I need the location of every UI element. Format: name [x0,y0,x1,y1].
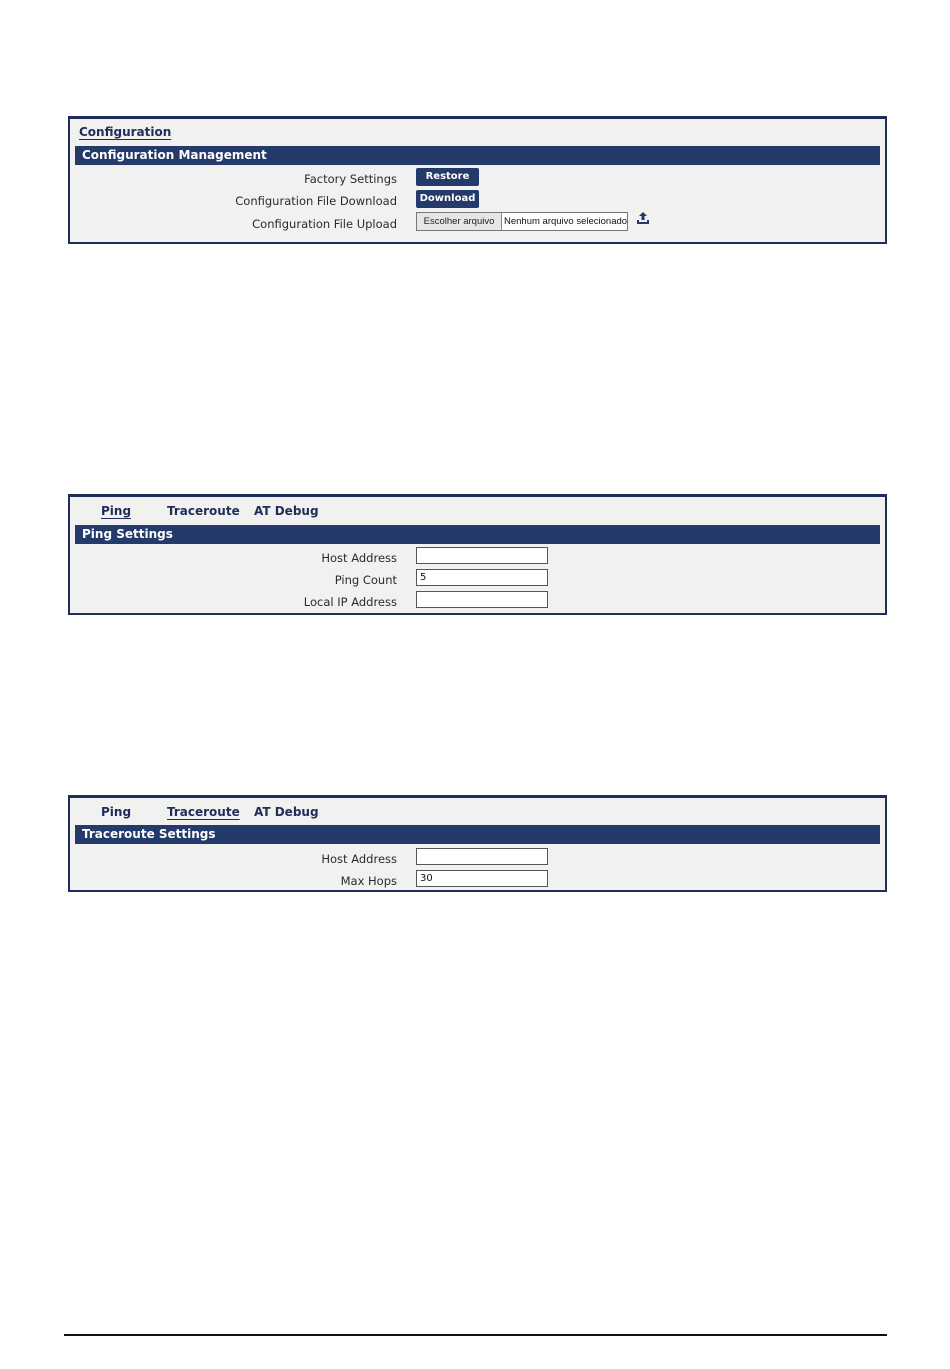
ping-count-row [70,569,885,591]
tab-bar [70,798,885,824]
page-divider [64,1334,887,1336]
tab-ping[interactable]: Ping [101,504,132,518]
tab-traceroute[interactable]: Traceroute [167,805,240,819]
config-upload-row [70,213,885,235]
tab-ping[interactable]: Ping [101,805,132,819]
host-address-row [70,547,885,569]
tab-traceroute[interactable]: Traceroute [167,504,240,518]
local-ip-input[interactable] [416,591,548,608]
max-hops-label: Max Hops [340,874,397,888]
tab-configuration[interactable]: Configuration [79,125,172,139]
upload-icon[interactable] [635,211,651,227]
tab-at-debug[interactable]: AT Debug [254,805,319,819]
max-hops-row [70,870,885,892]
factory-settings-row [70,168,885,190]
ping-count-input[interactable]: 5 [416,569,548,586]
file-status-text: Nenhum arquivo selecionado [504,216,628,227]
choose-file-button[interactable]: Escolher arquivo [417,213,502,230]
config-download-row [70,190,885,212]
host-address-input[interactable] [416,547,548,564]
restore-button[interactable]: Restore [416,168,479,186]
host-address-label: Host Address [321,852,397,866]
file-input[interactable] [416,212,628,231]
configuration-panel [68,116,887,244]
download-button[interactable]: Download [416,190,479,208]
tab-bar [70,119,885,145]
section-header: Ping Settings [75,525,880,544]
host-address-input[interactable] [416,848,548,865]
host-address-row [70,848,885,870]
config-upload-label: Configuration File Upload [252,217,397,231]
tab-bar [70,497,885,523]
max-hops-input[interactable]: 30 [416,870,548,887]
config-download-label: Configuration File Download [235,194,397,208]
factory-settings-label: Factory Settings [304,172,397,186]
section-header: Traceroute Settings [75,825,880,844]
local-ip-label: Local IP Address [303,595,397,609]
ping-panel [68,494,887,615]
section-header: Configuration Management [75,146,880,165]
local-ip-row [70,591,885,613]
tab-at-debug[interactable]: AT Debug [254,504,319,518]
ping-count-label: Ping Count [334,573,397,587]
traceroute-panel [68,795,887,892]
host-address-label: Host Address [321,551,397,565]
